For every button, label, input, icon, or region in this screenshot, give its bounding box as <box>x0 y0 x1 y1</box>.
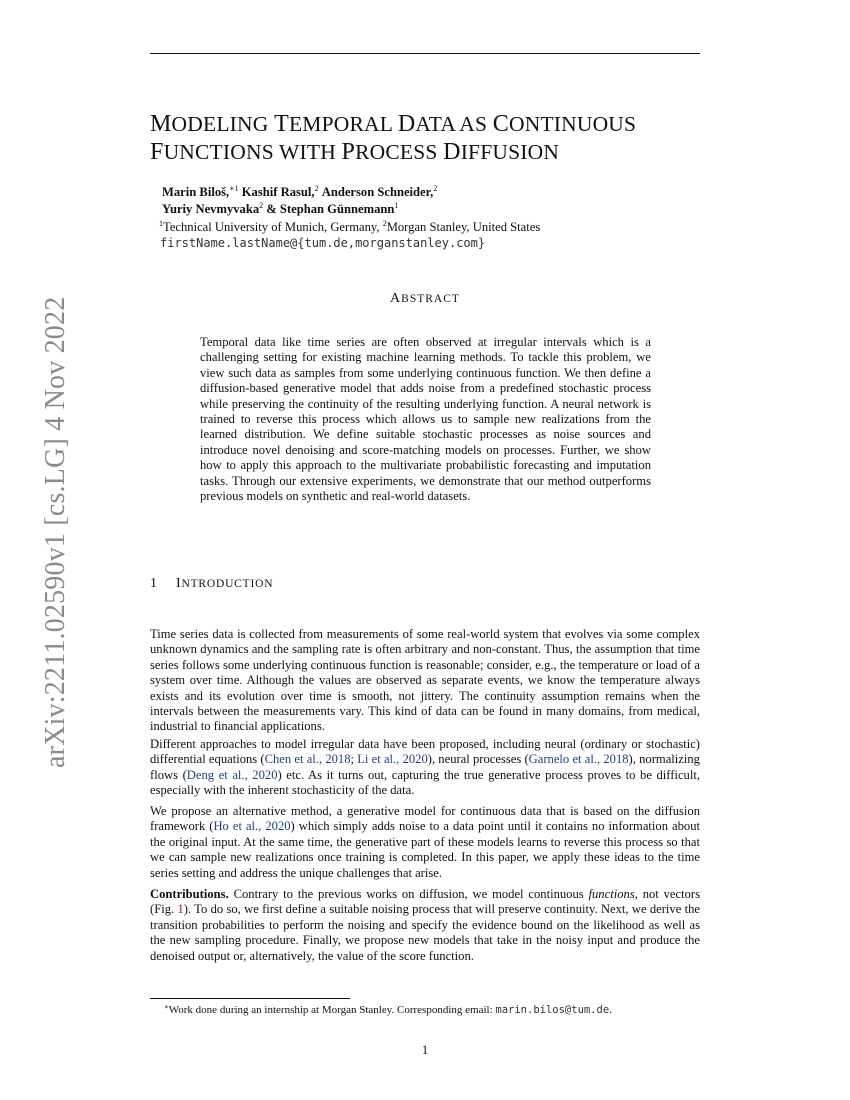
affiliations: $^1$Technical University of Munich, Germany, $^2$Morgan Stanley, United States <box>159 219 541 234</box>
abstract-heading: ABSTRACT <box>390 291 460 306</box>
author-4: Yuriy Nevmyvaka <box>162 202 260 216</box>
author-list: Marin Biloš,$^{∗1}$ Kashif Rasul,$^2$ Anderson Schneider,$^2$ Yuriy Nevmyvaka$^2$ & Stephan Günnemann$^1$ <box>162 184 438 216</box>
author-3: Anderson Schneider, <box>321 185 434 199</box>
intro-paragraph-1: Time series data is collected from measurements of some real-world system that evolves via some complex unknown dynamics and the sampling rate is often arbitrary and non-constant. Thus, the assumption that time series follows some underlying continuous function is reasonable; consider, e.g., the temperature or load of a system over time. Although the values are observed as separate events, we know the temperature always exists and its evolution over time is smooth, not jittery. The continuity assumption remains when the intervals between the measurements vary. This kind of data can be found in many domains, from medical, industrial to financial applications. <box>150 627 700 734</box>
top-rule <box>150 53 700 54</box>
intro-paragraph-2: Different approaches to model irregular data have been proposed, including neural (ordinary or stochastic) differential equations (Chen et al., 2018; Li et al., 2020), neural processes (Garnelo et al., 2018), normalizing flows (Deng et al., 2020) etc. As it turns out, capturing the true generative process proves to be difficult, especially with the inherent stochasticity of the data. <box>150 737 701 798</box>
author-email[interactable]: firstName.lastName@{tum.de,morganstanley.com} <box>160 236 486 250</box>
citation-garnelo-2018[interactable]: Garnelo et al., 2018 <box>528 752 629 767</box>
intro-paragraph-3: We propose an alternative method, a generative model for continuous data that is based on the diffusion framework (Ho et al., 2020) which simply adds noise to a data point until it contains no information about the original input. At the same time, the generative part of these models learns to reverse this process so that we can sample new realizations once training is completed. In this paper, we apply these ideas to the time series setting and address the unique challenges that arise. <box>150 804 700 880</box>
abstract-text: Temporal data like time series are often observed at irregular intervals which is a challenging setting for existing machine learning methods. To tackle this problem, we view such data as samples from some underlying continuous function. We then define a diffusion-based generative model that adds noise from a predefined stochastic process while preserving the continuity of the resulting underlying function. A neural network is trained to reverse this process which allows us to sample new realizations from the learned distribution. We define suitable stochastic processes as noise sources and introduce novel denoising and score-matching models on processes. Further, we show how to apply this approach to the multivariate probabilistic forecasting and imputation tasks. Through our extensive experiments, we demonstrate that our method outperforms previous models on synthetic and real-world datasets. <box>200 335 651 504</box>
author-1: Marin Biloš, <box>162 185 230 199</box>
author-2: Kashif Rasul, <box>241 185 315 199</box>
paper-title <box>150 110 710 166</box>
title-line-2: FUNCTIONS WITH PROCESS DIFFUSION <box>150 139 560 165</box>
citation-chen-2018[interactable]: Chen et al., 2018 <box>264 752 351 767</box>
author-5: & Stephan Günnemann <box>266 202 395 216</box>
figure-ref-1[interactable]: 1 <box>177 902 184 917</box>
arxiv-stamp[interactable]: arXiv:2211.02590v1 [cs.LG] 4 Nov 2022 <box>40 296 71 768</box>
section-heading-introduction: 1 INTRODUCTION <box>150 576 274 591</box>
footnote: ∗Work done during an internship at Morgan Stanley. Corresponding email: marin.bilos@tum.de. <box>164 1003 612 1016</box>
intro-paragraph-contributions: Contributions. Contrary to the previous works on diffusion, we model continuous functions, not vectors (Fig. 1). To do so, we first define a suitable noising process that will preserve continuity. Next, we derive the transition probabilities to perform the noising and specify the evidence bound on the likelihood as well as the new sampling procedure. Finally, we propose new models that take in the noisy input and produce the denoised output or, alternatively, the value of the score function. <box>150 887 700 963</box>
title-line-1: MODELING TEMPORAL DATA AS CONTINUOUS <box>150 111 637 137</box>
footnote-rule <box>150 998 350 999</box>
citation-li-2020[interactable]: Li et al., 2020 <box>357 752 428 767</box>
footnote-email[interactable]: marin.bilos@tum.de <box>495 1004 610 1016</box>
citation-ho-2020[interactable]: Ho et al., 2020 <box>213 819 291 834</box>
citation-deng-2020[interactable]: Deng et al., 2020 <box>186 767 278 782</box>
page-number: 1 <box>421 1043 429 1057</box>
